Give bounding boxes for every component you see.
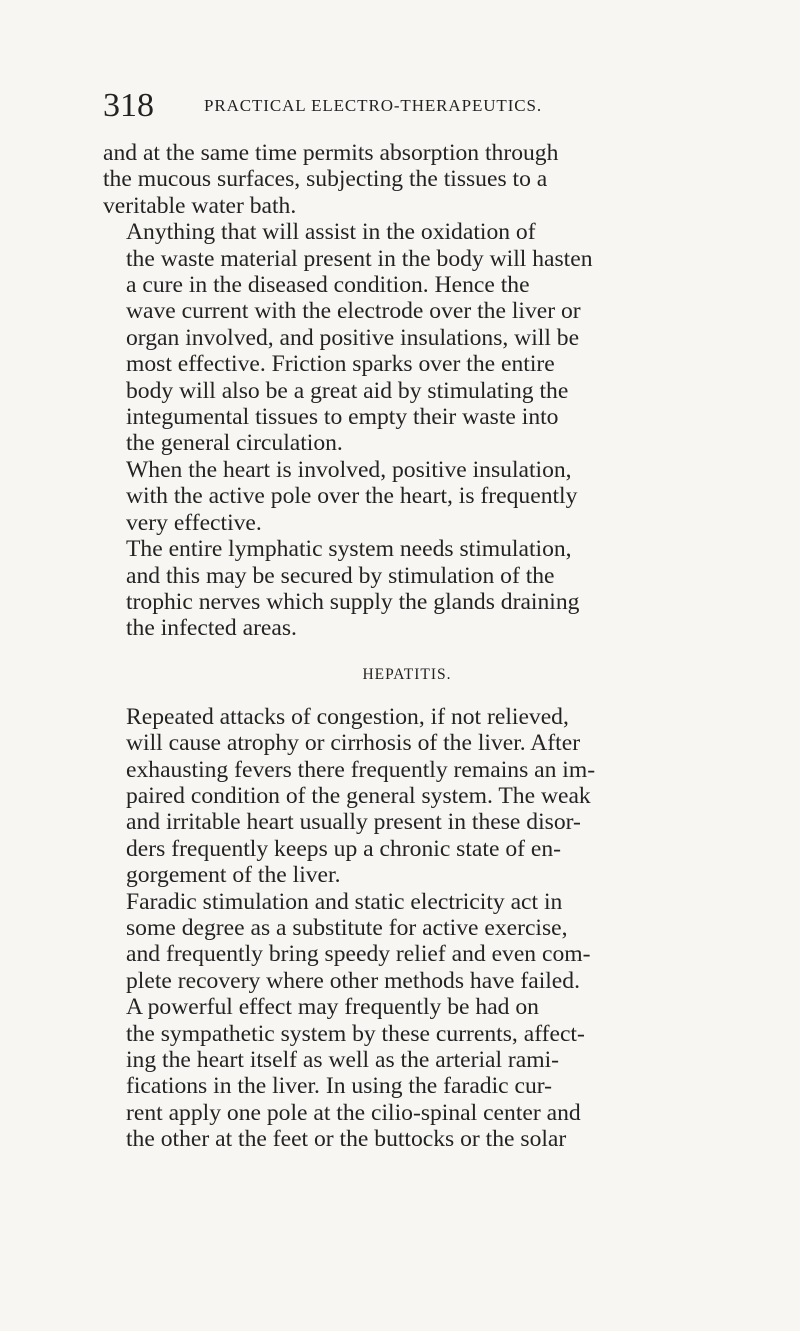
text-line: ing the heart itself as well as the arterial rami- [126, 1047, 560, 1073]
page-header [103, 86, 703, 126]
paragraph [103, 994, 711, 1152]
paragraph [103, 457, 711, 536]
text-line: the general circulation. [126, 430, 343, 457]
section-heading: HEPATITIS. [362, 665, 452, 683]
text-line: rent apply one pole at the cilio-spinal center and [126, 1099, 581, 1126]
text-line: wave current with the electrode over the liver or [126, 298, 581, 325]
text-line: organ involved, and positive insulations, will be [126, 324, 580, 351]
text-line: exhausting fevers there frequently remains an im- [126, 756, 596, 783]
text-line: body will also be a great aid by stimulating the [126, 377, 569, 404]
text-line: and this may be secured by stimulation of the [126, 562, 555, 589]
body-text [103, 140, 711, 1153]
text-line: gorgement of the liver. [126, 862, 341, 889]
text-line: will cause atrophy or cirrhosis of the liver. After [126, 730, 581, 757]
paragraph [103, 536, 711, 642]
text-line: most effective. Friction sparks over the entire [126, 351, 555, 378]
text-line: and at the same time permits absorption through [103, 140, 559, 166]
text-line: When the heart is involved, positive insulation, [126, 456, 572, 483]
text-line: and frequently bring speedy relief and even com- [126, 941, 591, 968]
paragraph [103, 704, 711, 889]
text-line: Repeated attacks of congestion, if not relieved, [126, 703, 569, 730]
text-line: the other at the feet or the buttocks or the solar [126, 1126, 567, 1153]
text-line: very effective. [126, 509, 262, 536]
text-line: a cure in the diseased condition. Hence the [126, 272, 530, 299]
text-line: The entire lymphatic system needs stimulation, [126, 536, 572, 563]
text-line: fications in the liver. In using the faradic cur- [126, 1073, 553, 1100]
text-line: integumental tissues to empty their waste into [126, 404, 559, 431]
text-line: the infected areas. [126, 615, 297, 642]
page-number: 318 [103, 87, 154, 124]
text-line: some degree as a substitute for active exercise, [126, 914, 568, 941]
text-line: Faradic stimulation and static electricity act in [126, 888, 563, 915]
text-line: A powerful effect may frequently be had on [126, 994, 539, 1021]
text-line: paired condition of the general system. The weak [126, 782, 591, 809]
paragraphs-after-heading [103, 704, 711, 1153]
text-line: and irritable heart usually present in these disor- [126, 809, 581, 836]
paragraph [103, 219, 711, 457]
text-line: the mucous surfaces, subjecting the tissues to a [103, 166, 548, 193]
text-line: veritable water bath. [103, 192, 297, 219]
text-line: with the active pole over the heart, is frequently [126, 483, 578, 510]
text-line: Anything that will assist in the oxidation of [126, 219, 536, 246]
paragraphs-before-heading [103, 140, 711, 642]
text-line: the sympathetic system by these currents, affect- [126, 1020, 585, 1047]
text-line: plete recovery where other methods have failed. [126, 967, 580, 994]
text-line: trophic nerves which supply the glands draining [126, 588, 580, 615]
paragraph [103, 889, 711, 995]
paragraph [103, 140, 711, 219]
text-line: the waste material present in the body will hasten [126, 245, 593, 272]
running-head: PRACTICAL ELECTRO-THERAPEUTICS. [204, 96, 542, 115]
text-line: ders frequently keeps up a chronic state of en- [126, 835, 561, 862]
